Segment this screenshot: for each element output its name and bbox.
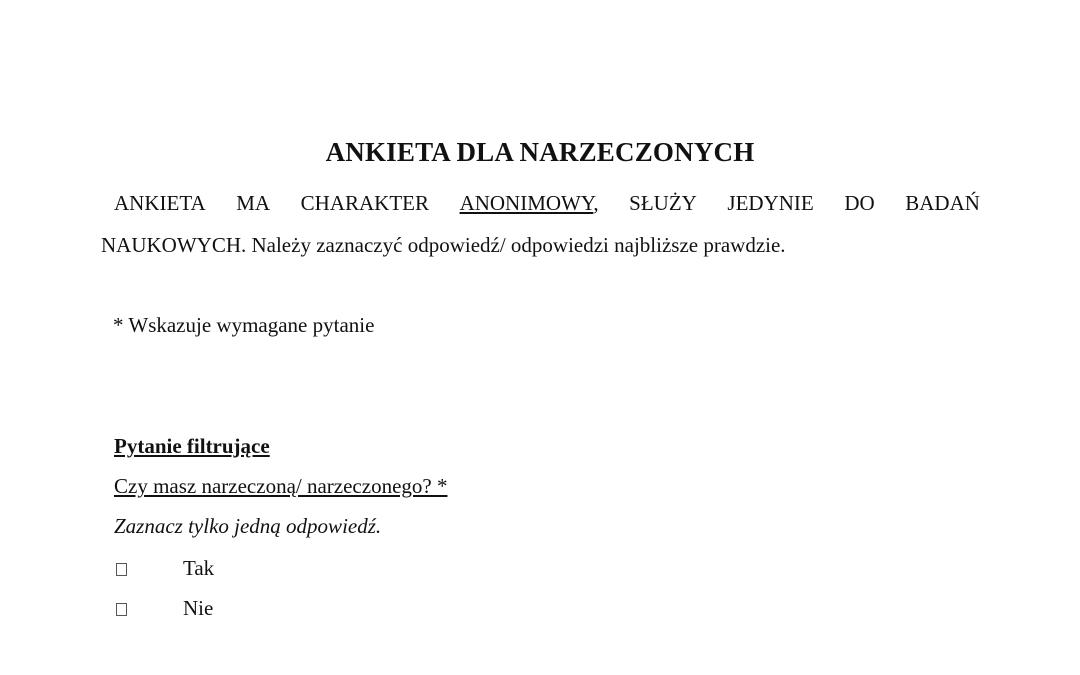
- option-label: Tak: [183, 555, 215, 580]
- intro-word: JEDYNIE: [727, 191, 814, 215]
- document-title: ANKIETA DLA NARZECZONYCH: [325, 137, 755, 167]
- intro-word: ANKIETA: [114, 191, 206, 215]
- question-text: Czy masz narzeczoną/ narzeczonego? *: [114, 474, 448, 498]
- intro-anonymous-underlined: ANONIMOWY: [459, 191, 594, 215]
- intro-word: BADAŃ: [905, 191, 980, 215]
- intro-anonymous-group: [460, 191, 599, 216]
- intro-word: SŁUŻY: [629, 191, 697, 215]
- intro-line-1: [114, 191, 980, 216]
- section-heading: Pytanie filtrujące: [114, 434, 270, 458]
- intro-word: CHARAKTER: [300, 191, 429, 215]
- intro-line-2: NAUKOWYCH. Należy zaznaczyć odpowiedź/ odpowiedzi najbliższe prawdzie.: [101, 233, 786, 257]
- option-tak[interactable]: [114, 555, 215, 581]
- option-nie[interactable]: [114, 595, 214, 621]
- required-note: * Wskazuje wymagane pytanie: [113, 313, 375, 337]
- intro-word: MA: [236, 191, 271, 215]
- question-hint: Zaznacz tylko jedną odpowiedź.: [114, 514, 382, 538]
- option-label: Nie: [183, 595, 214, 620]
- checkbox-icon[interactable]: [116, 603, 127, 616]
- checkbox-icon[interactable]: [116, 563, 127, 576]
- intro-comma: ,: [593, 191, 599, 215]
- intro-word: DO: [844, 191, 875, 215]
